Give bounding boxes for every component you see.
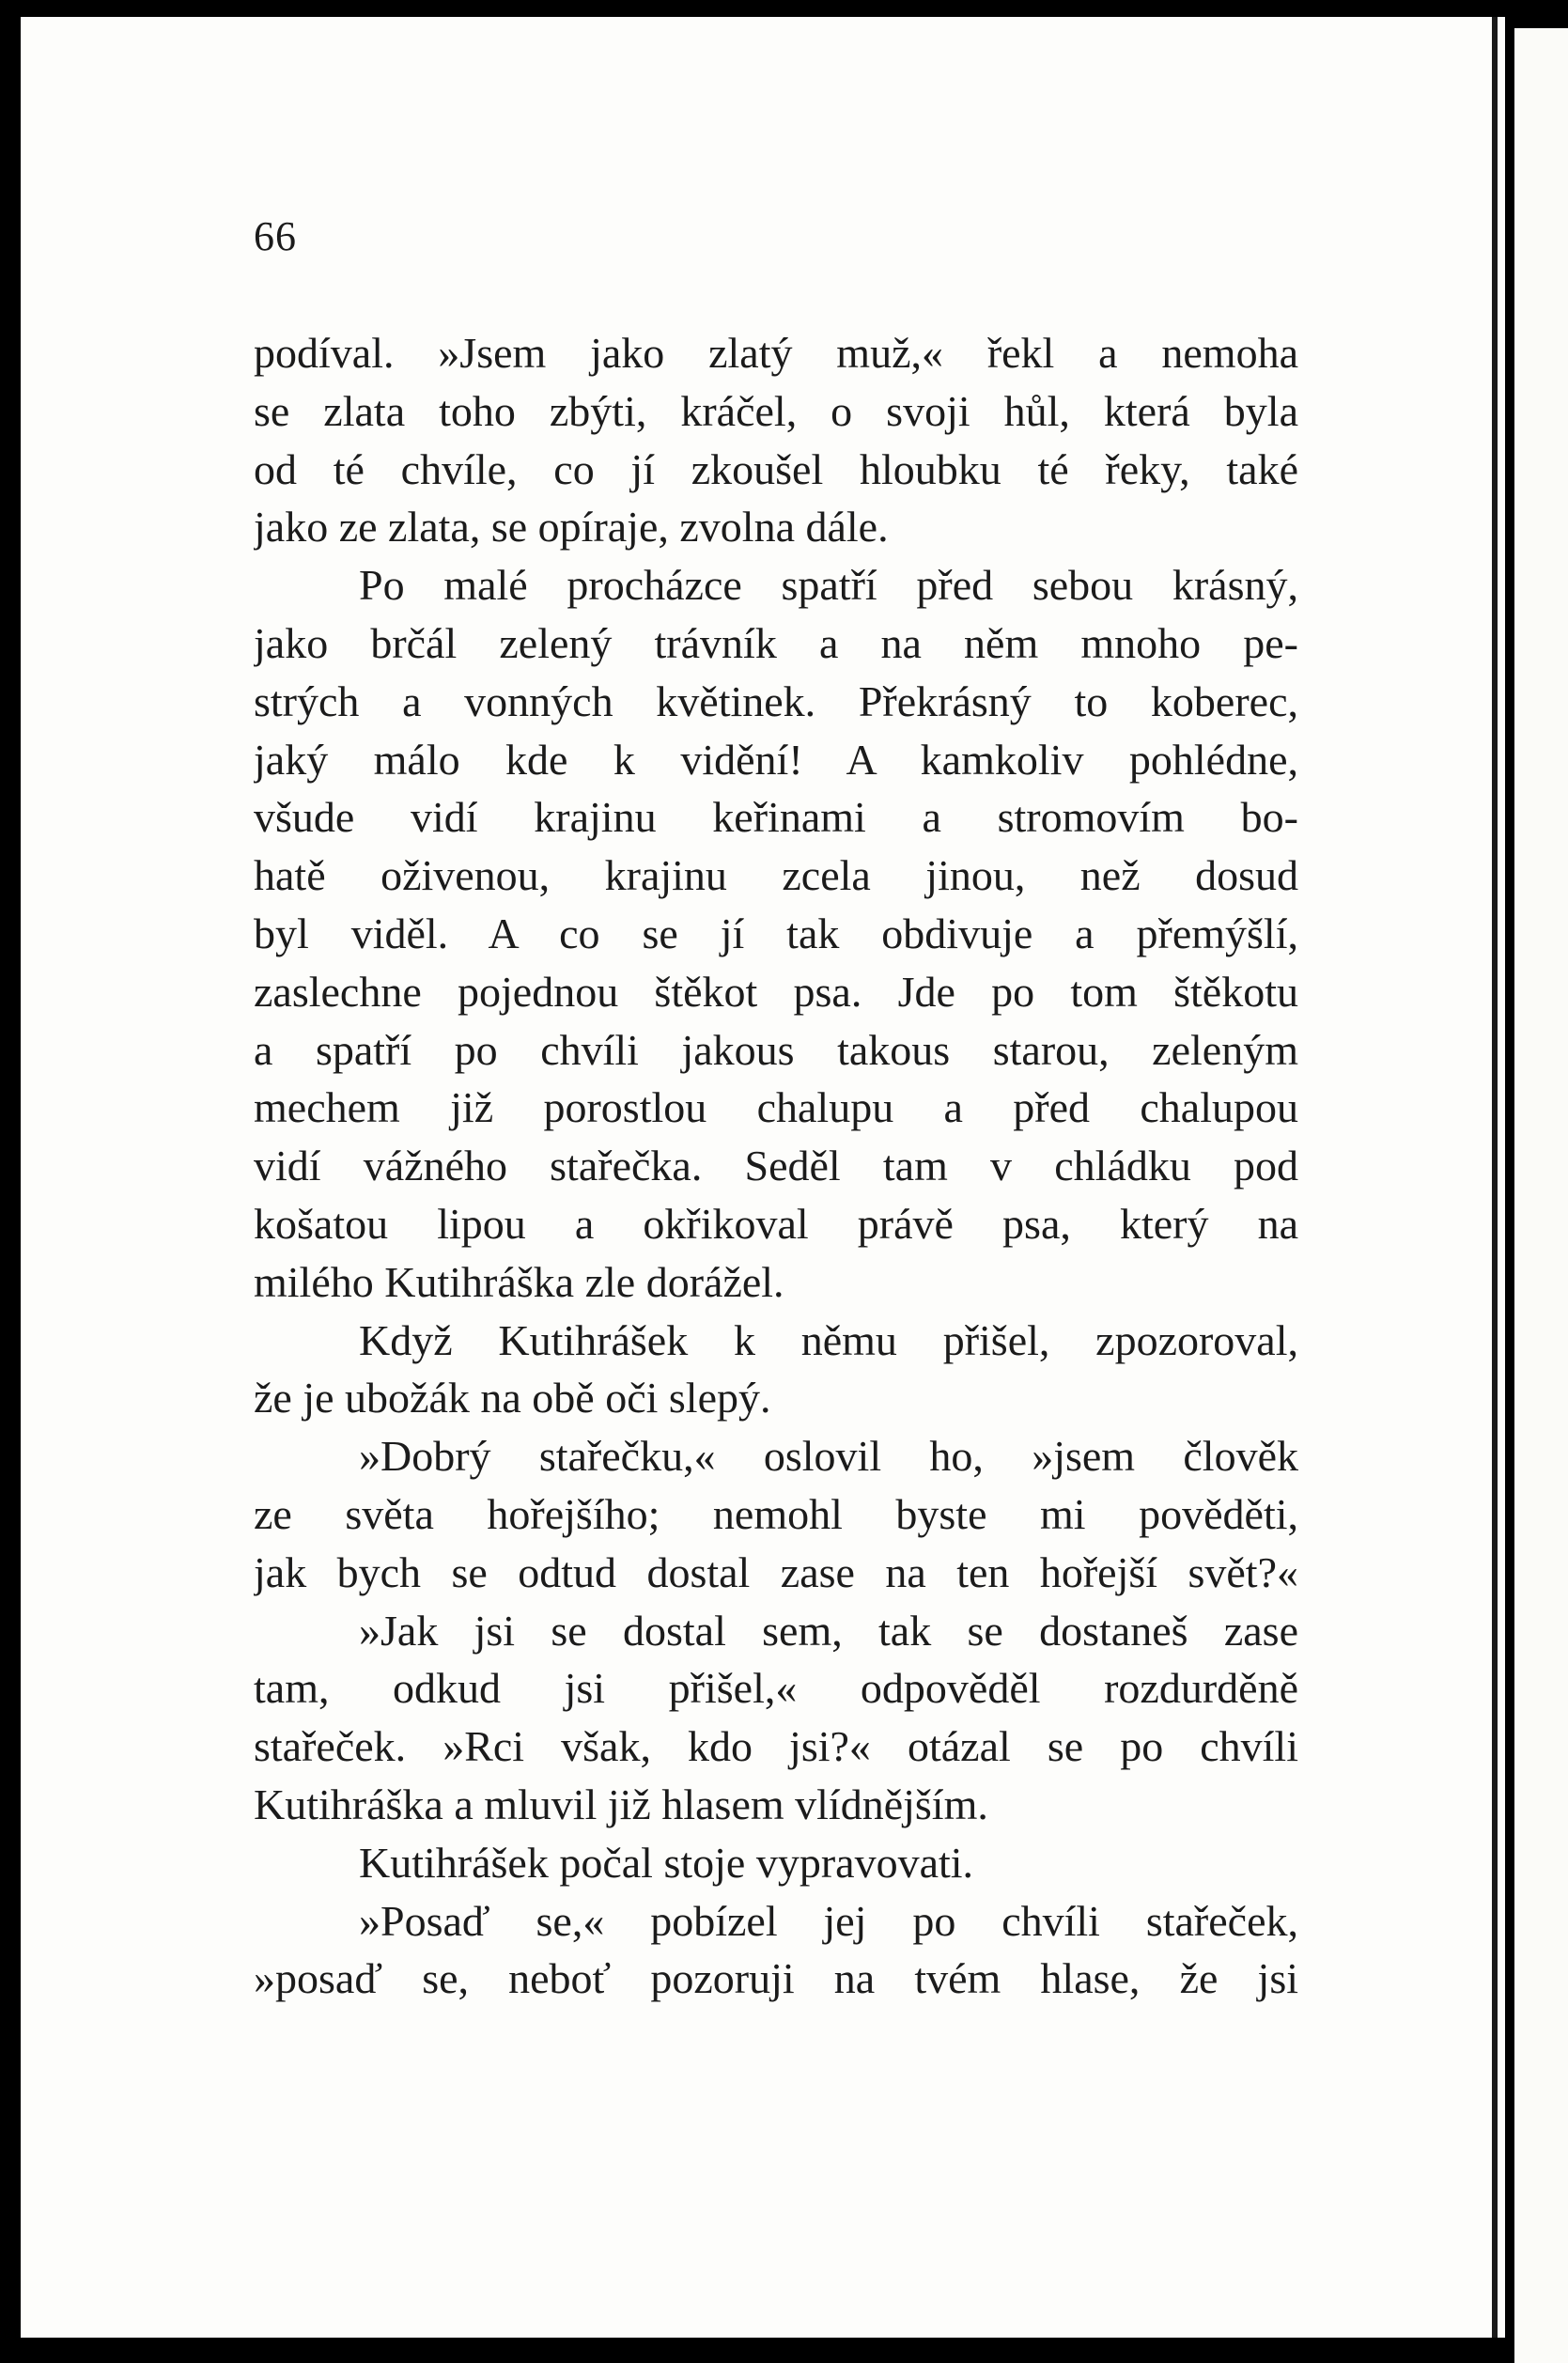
text-line: »posaď se, neboť pozoruji na tvém hlase, že jsi	[254, 1954, 1298, 2003]
text-line: jako ze zlata, se opíraje, zvolna dále.	[254, 503, 889, 552]
text-line: podíval. »Jsem jako zlatý muž,« řekl a nemoha	[254, 329, 1298, 377]
text-line: mechem již porostlou chalupu a před chalupou	[254, 1083, 1298, 1132]
text-line: »Jak jsi se dostal sem, tak se dostaneš zase	[359, 1606, 1298, 1655]
body-text	[254, 324, 1298, 2008]
text-line: ze světa hořejšího; nemohl byste mi pověděti,	[254, 1489, 1298, 1538]
text-line: jaký málo kde k vidění! A kamkoliv pohlédne,	[254, 735, 1298, 784]
text-line: milého Kutihráška zle dorážel.	[254, 1257, 784, 1306]
text-line: jak bych se odtud dostal zase na ten hořejší svět?«	[254, 1547, 1298, 1596]
text-line: zaslechne pojednou štěkot psa. Jde po tom štěkotu	[254, 967, 1298, 1016]
text-line: Kutihrášek počal stoje vypravovati.	[359, 1838, 974, 1887]
text-line: od té chvíle, co jí zkoušel hloubku té řeky, také	[254, 444, 1298, 493]
text-line: stařeček. »Rci však, kdo jsi?« otázal se po chvíli	[254, 1722, 1298, 1771]
text-line: Po malé procházce spatří před sebou krásný,	[359, 561, 1298, 610]
text-line: se zlata toho zbýti, kráčel, o svoji hůl, která byla	[254, 386, 1298, 435]
text-line: jako brčál zelený trávník a na něm mnoho pe-	[254, 618, 1298, 667]
text-line: tam, odkud jsi přišel,« odpověděl rozdurděně	[254, 1664, 1298, 1713]
text-line: »Dobrý stařečku,« oslovil ho, »jsem člověk	[359, 1432, 1298, 1481]
text-line: že je ubožák na obě oči slepý.	[254, 1374, 771, 1422]
text-line: »Posaď se,« pobízel jej po chvíli stařeček,	[359, 1896, 1298, 1945]
adjacent-page-edge	[1514, 28, 1568, 2363]
page-number: 66	[254, 213, 297, 259]
text-line: hatě oživenou, krajinu zcela jinou, než dosud	[254, 851, 1298, 900]
page-edge-shadow	[1492, 17, 1498, 2338]
text-line: byl viděl. A co se jí tak obdivuje a přemýšlí,	[254, 909, 1298, 957]
text-line: košatou lipou a okřikoval právě psa, který na	[254, 1199, 1298, 1248]
text-line: a spatří po chvíli jakous takous starou, zeleným	[254, 1025, 1298, 1074]
text-line: Kutihráška a mluvil již hlasem vlídnějším.	[254, 1780, 988, 1828]
text-line: Když Kutihrášek k němu přišel, zpozoroval,	[359, 1315, 1298, 1364]
text-line: vidí vážného stařečka. Seděl tam v chládku pod	[254, 1142, 1298, 1190]
text-line: všude vidí krajinu keřinami a stromovím bo-	[254, 793, 1298, 842]
text-line: strých a vonných květinek. Překrásný to koberec,	[254, 676, 1298, 725]
